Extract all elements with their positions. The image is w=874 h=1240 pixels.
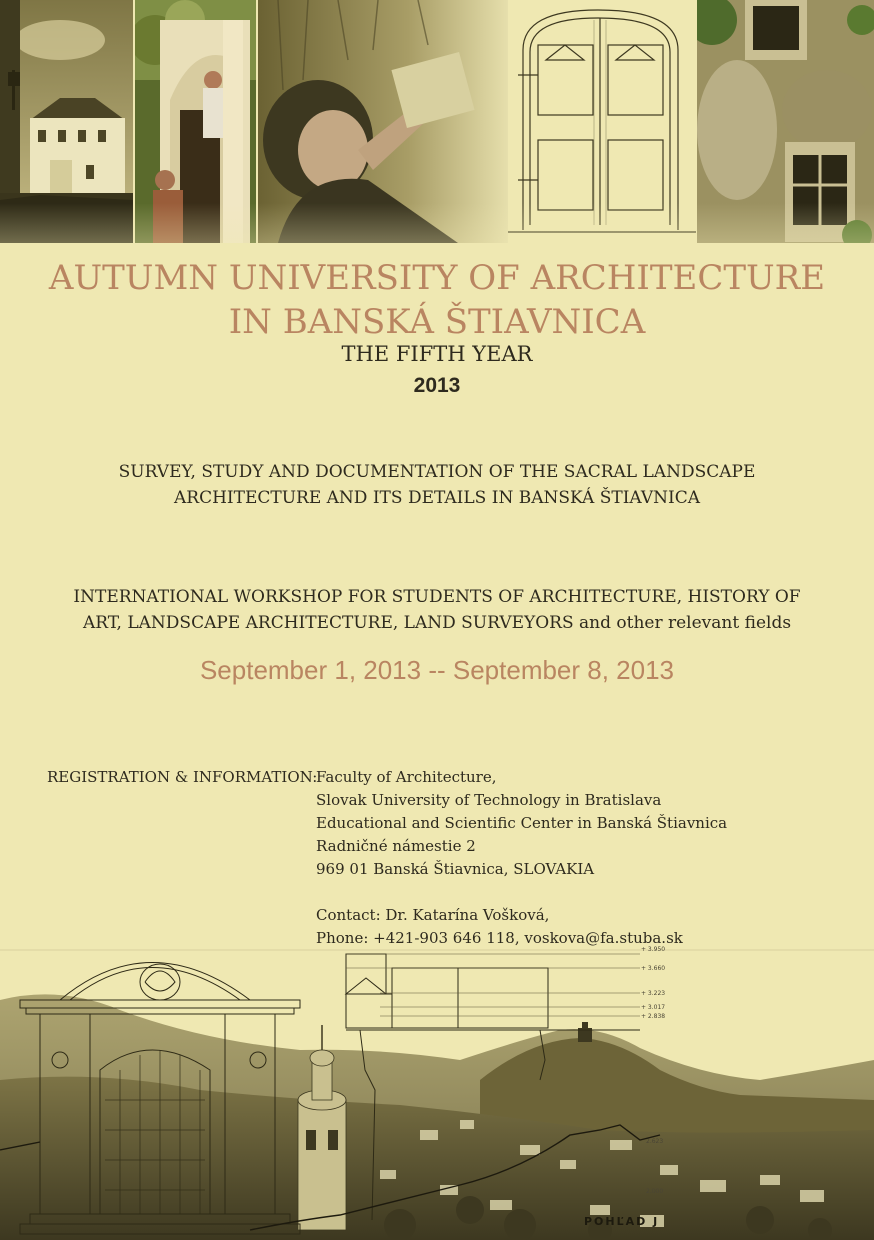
year-label: 2013	[413, 374, 461, 397]
workshop-description	[20, 584, 854, 636]
spacer	[316, 881, 727, 904]
student-sketching-photo	[258, 0, 508, 243]
house-photo	[0, 0, 133, 243]
address-line: Educational and Scientific Center in Banská Štiavnica	[316, 814, 728, 832]
elevation-mark: 2.623	[646, 1138, 664, 1145]
gate-restoration-photo	[135, 0, 256, 243]
elevation-mark: + 2.838	[641, 1013, 666, 1020]
town-panorama	[0, 930, 874, 1240]
theme-heading	[40, 459, 834, 511]
page-title	[0, 256, 874, 344]
address-line: Slovak University of Technology in Bratislava	[316, 791, 662, 809]
photo-strip	[0, 0, 874, 243]
title-line-1: AUTUMN UNIVERSITY OF ARCHITECTURE	[48, 258, 826, 298]
event-dates: September 1, 2013 -- September 8, 2013	[199, 655, 675, 685]
registration-address	[316, 766, 727, 950]
address-line: Radničné námestie 2	[316, 837, 476, 855]
edition-label: THE FIFTH YEAR	[341, 342, 533, 366]
registration-label: REGISTRATION & INFORMATION:	[47, 768, 318, 786]
workshop-line-2: ART, LANDSCAPE ARCHITECTURE, LAND SURVEYORS and other relevant fields	[82, 613, 792, 633]
elevation-mark: + 3.223	[641, 990, 666, 997]
theme-line-2: ARCHITECTURE AND ITS DETAILS IN BANSKÁ ŠTIAVNICA	[174, 488, 700, 508]
address-line: Faculty of Architecture,	[316, 768, 497, 786]
contact-person: Contact: Dr. Katarína Vošková,	[316, 906, 550, 924]
door-sketch-drawing	[508, 0, 696, 243]
old-facade-photo	[697, 0, 874, 243]
elevation-mark: + 3.660	[641, 965, 666, 972]
elevation-mark: + 3.950	[641, 946, 666, 953]
title-line-2: IN BANSKÁ ŠTIAVNICA	[228, 302, 646, 342]
contact-phone-email[interactable]: Phone: +421-903 646 118, voskova@fa.stuba.sk	[316, 929, 683, 947]
view-label: POHĽAD J	[584, 1215, 660, 1228]
address-line: 969 01 Banská Štiavnica, SLOVAKIA	[316, 860, 595, 878]
elevation-mark: 2.000	[646, 1188, 664, 1195]
calvary-tower	[582, 1022, 588, 1030]
elevation-mark: + 3.017	[641, 1004, 666, 1011]
workshop-line-1: INTERNATIONAL WORKSHOP FOR STUDENTS OF ARCHITECTURE, HISTORY OF	[73, 587, 801, 607]
theme-line-1: SURVEY, STUDY AND DOCUMENTATION OF THE SACRAL LANDSCAPE	[118, 462, 756, 482]
